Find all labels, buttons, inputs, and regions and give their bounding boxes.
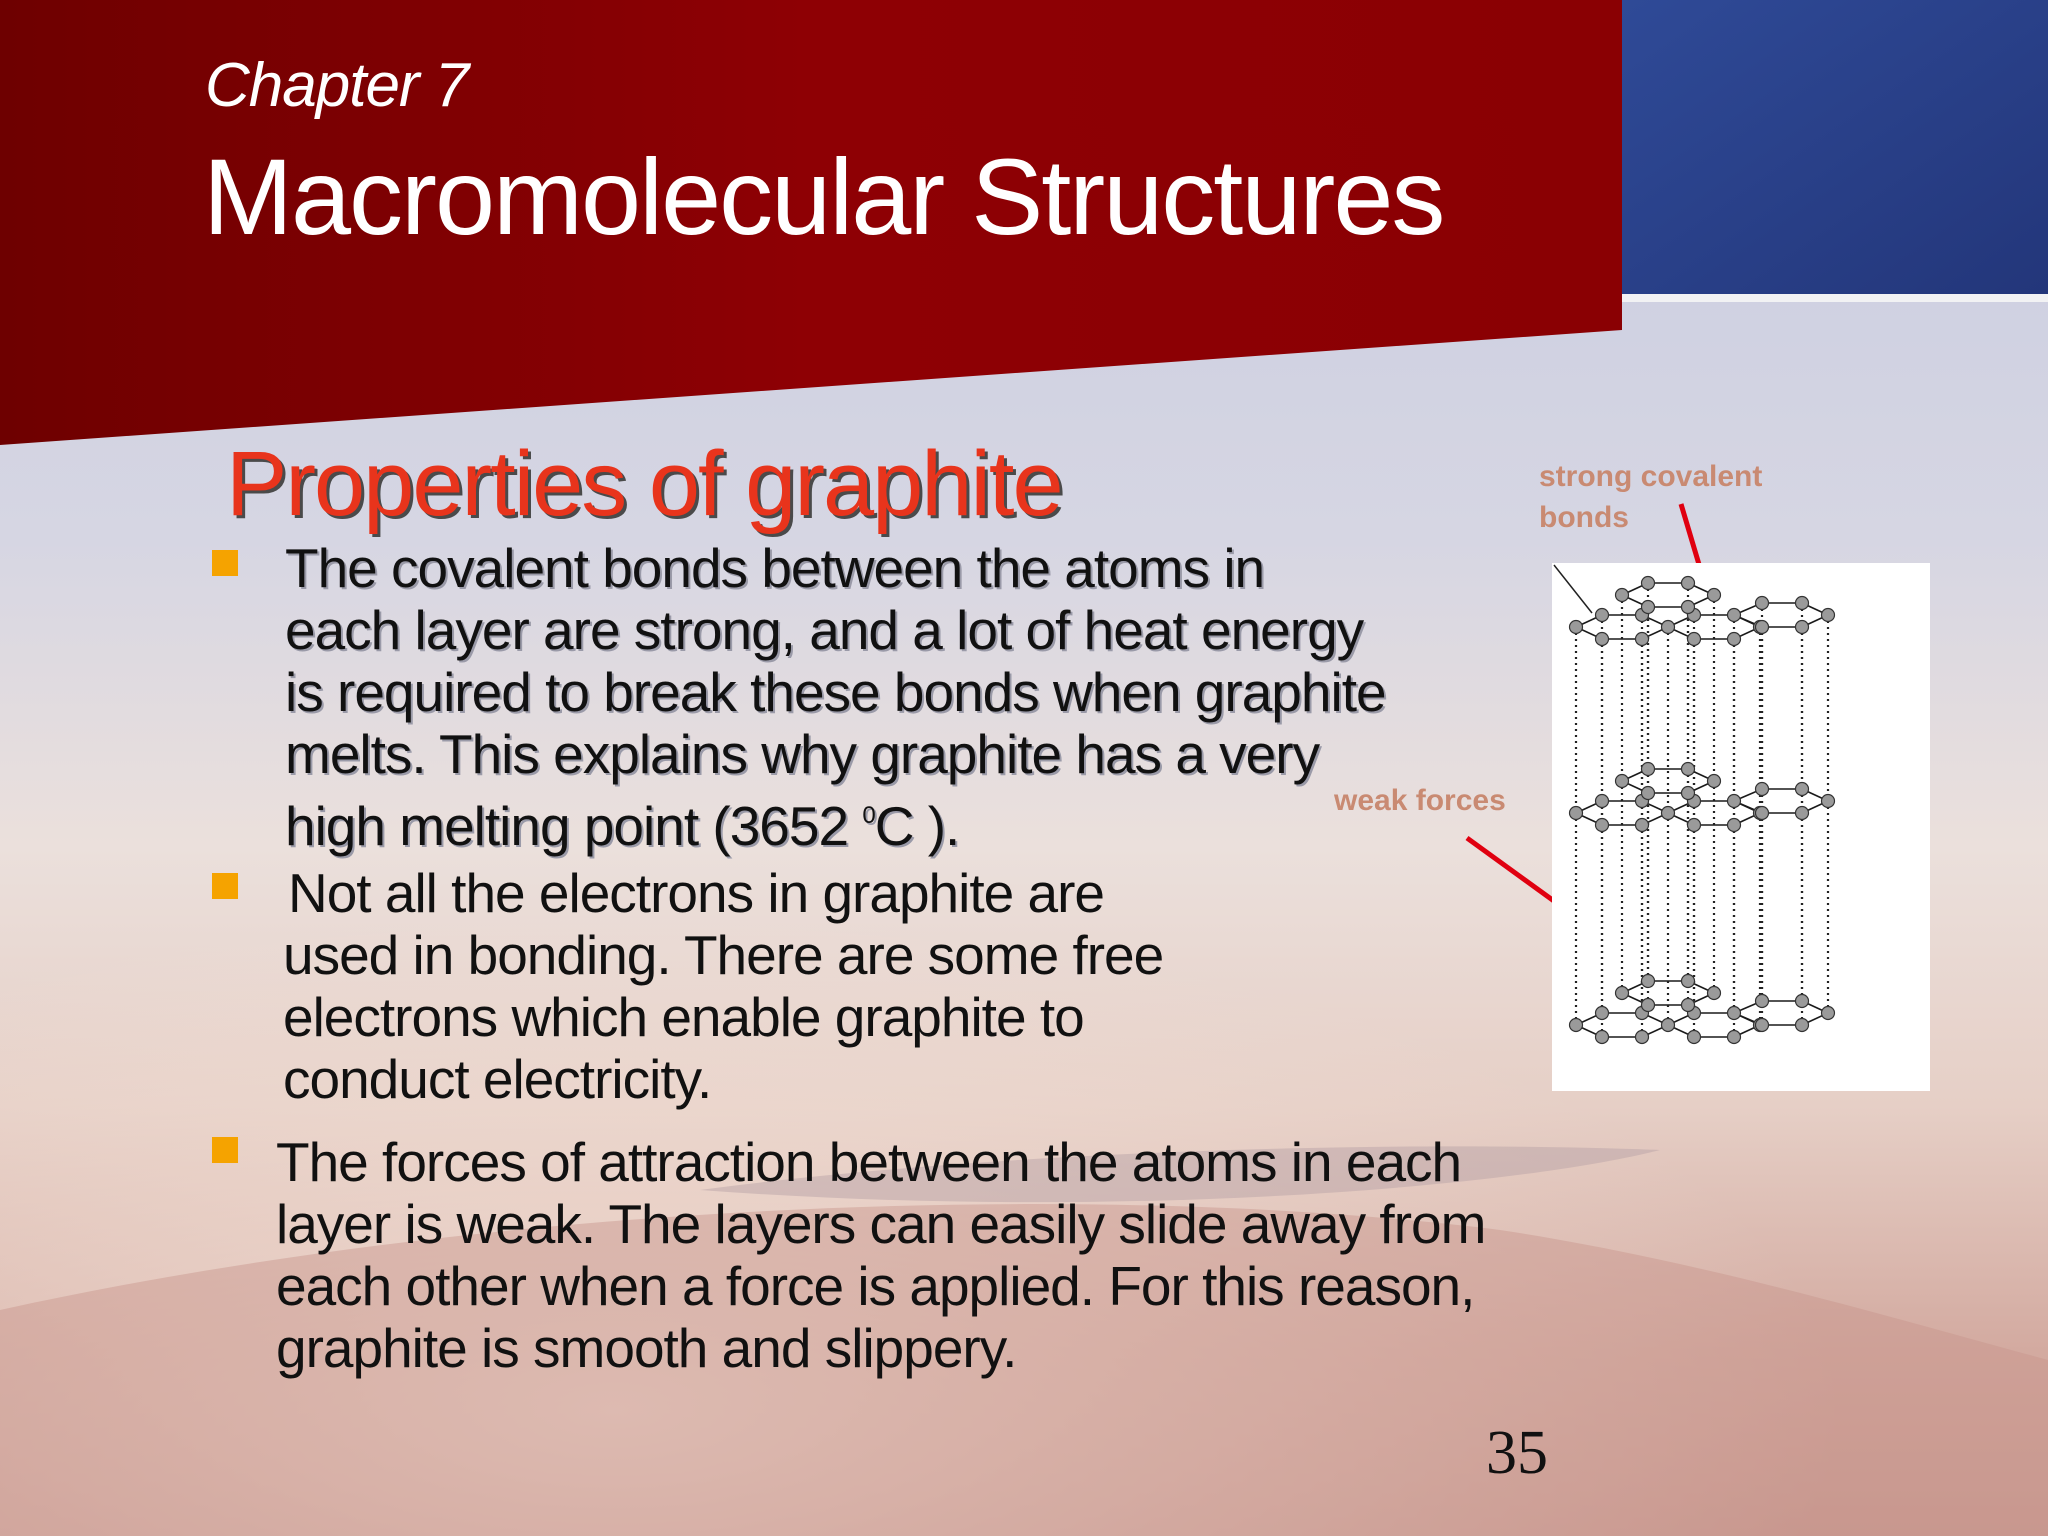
carbon-atom-27 [1596, 819, 1609, 832]
weak-forces-label: weak forces [1334, 784, 1506, 817]
carbon-atom-20 [1682, 601, 1695, 614]
carbon-atom-57 [1822, 1007, 1835, 1020]
carbon-atom-39 [1642, 763, 1655, 776]
carbon-atom-37 [1756, 807, 1769, 820]
bullet-text-2 [283, 862, 1163, 1110]
carbon-atom-48 [1636, 1031, 1649, 1044]
bullet-1-line-2: each layer are strong, and a lot of heat energy [285, 599, 1364, 661]
carbon-atom-35 [1822, 795, 1835, 808]
page-number: 35 [1486, 1419, 1548, 1487]
carbon-atom-26 [1636, 819, 1649, 832]
melting-point-unit: C ). [874, 795, 960, 857]
carbon-atom-13 [1822, 609, 1835, 622]
carbon-atom-33 [1756, 783, 1769, 796]
carbon-atom-56 [1796, 995, 1809, 1008]
strong-bonds-label-line-1: strong covalent [1539, 460, 1763, 493]
carbon-atom-44 [1570, 1019, 1583, 1032]
carbon-atom-40 [1682, 763, 1695, 776]
carbon-atom-47 [1662, 1019, 1675, 1032]
carbon-atom-12 [1796, 597, 1809, 610]
carbon-atom-38 [1616, 775, 1629, 788]
carbon-atom-3 [1662, 621, 1675, 634]
carbon-atom-10 [1688, 633, 1701, 646]
carbon-atom-7 [1728, 609, 1741, 622]
carbon-atom-43 [1642, 787, 1655, 800]
bullet-1-line-1: The covalent bonds between the atoms in [285, 537, 1265, 599]
carbon-atom-4 [1636, 633, 1649, 646]
carbon-atom-65 [1642, 999, 1655, 1012]
carbon-atom-9 [1728, 633, 1741, 646]
melting-point-text: high melting point (3652 [285, 795, 863, 857]
carbon-atom-14 [1796, 621, 1809, 634]
bullet-1-line-5 [285, 785, 1386, 857]
bullet-1-line-3: is required to break these bonds when graphite [285, 661, 1386, 723]
slide-title: Macromolecular Structures [203, 136, 1444, 257]
carbon-atom-16 [1616, 589, 1629, 602]
carbon-atom-17 [1642, 577, 1655, 590]
bullet-3-line-3: each other when a force is applied. For this reason, [276, 1255, 1475, 1317]
carbon-atom-60 [1616, 987, 1629, 1000]
degree-mark: 0 [862, 802, 875, 829]
carbon-atom-18 [1682, 577, 1695, 590]
bullet-2-line-1: Not all the electrons in graphite are [288, 862, 1104, 924]
carbon-atom-25 [1662, 807, 1675, 820]
carbon-atom-51 [1728, 1007, 1741, 1020]
carbon-atom-19 [1708, 589, 1721, 602]
bullet-text-3 [276, 1131, 1485, 1379]
bullet-marker-2 [212, 873, 238, 899]
bullet-2-line-2: used in bonding. There are some free [283, 924, 1164, 986]
carbon-atom-15 [1756, 621, 1769, 634]
bullet-3-line-1: The forces of attraction between the atoms in each [276, 1131, 1462, 1193]
carbon-atom-5 [1596, 633, 1609, 646]
carbon-atom-49 [1596, 1031, 1609, 1044]
carbon-atom-36 [1796, 807, 1809, 820]
carbon-atom-63 [1708, 987, 1721, 1000]
section-title: Properties of graphite [226, 433, 1062, 535]
carbon-atom-58 [1796, 1019, 1809, 1032]
bullet-3-line-2: layer is weak. The layers can easily slide away from [276, 1193, 1486, 1255]
carbon-atom-31 [1728, 819, 1741, 832]
carbon-atom-41 [1708, 775, 1721, 788]
strong-bonds-label [1539, 456, 1762, 538]
bullet-marker-1 [212, 550, 238, 576]
carbon-atom-62 [1682, 975, 1695, 988]
carbon-atom-0 [1570, 621, 1583, 634]
carbon-atom-29 [1728, 795, 1741, 808]
bullet-marker-3 [212, 1137, 238, 1163]
carbon-atom-22 [1570, 807, 1583, 820]
bullet-2-line-3: electrons which enable graphite to [283, 986, 1084, 1048]
carbon-atom-32 [1688, 819, 1701, 832]
carbon-atom-34 [1796, 783, 1809, 796]
carbon-atom-55 [1756, 995, 1769, 1008]
carbon-atom-54 [1688, 1031, 1701, 1044]
chapter-label: Chapter 7 [205, 51, 469, 120]
carbon-atom-23 [1596, 795, 1609, 808]
bullet-1-line-4: melts. This explains why graphite has a very [285, 723, 1320, 785]
bullet-2-line-4: conduct electricity. [283, 1048, 712, 1110]
carbon-atom-42 [1682, 787, 1695, 800]
strong-bonds-label-line-2: bonds [1539, 501, 1629, 534]
carbon-atom-1 [1596, 609, 1609, 622]
carbon-atom-21 [1642, 601, 1655, 614]
carbon-atom-53 [1728, 1031, 1741, 1044]
bullet-text-1 [285, 537, 1386, 857]
carbon-atom-45 [1596, 1007, 1609, 1020]
carbon-atom-64 [1682, 999, 1695, 1012]
graphite-structure-diagram [1552, 563, 1930, 1091]
bullet-3-line-4: graphite is smooth and slippery. [276, 1317, 1017, 1379]
carbon-atom-59 [1756, 1019, 1769, 1032]
carbon-atom-11 [1756, 597, 1769, 610]
carbon-atom-61 [1642, 975, 1655, 988]
